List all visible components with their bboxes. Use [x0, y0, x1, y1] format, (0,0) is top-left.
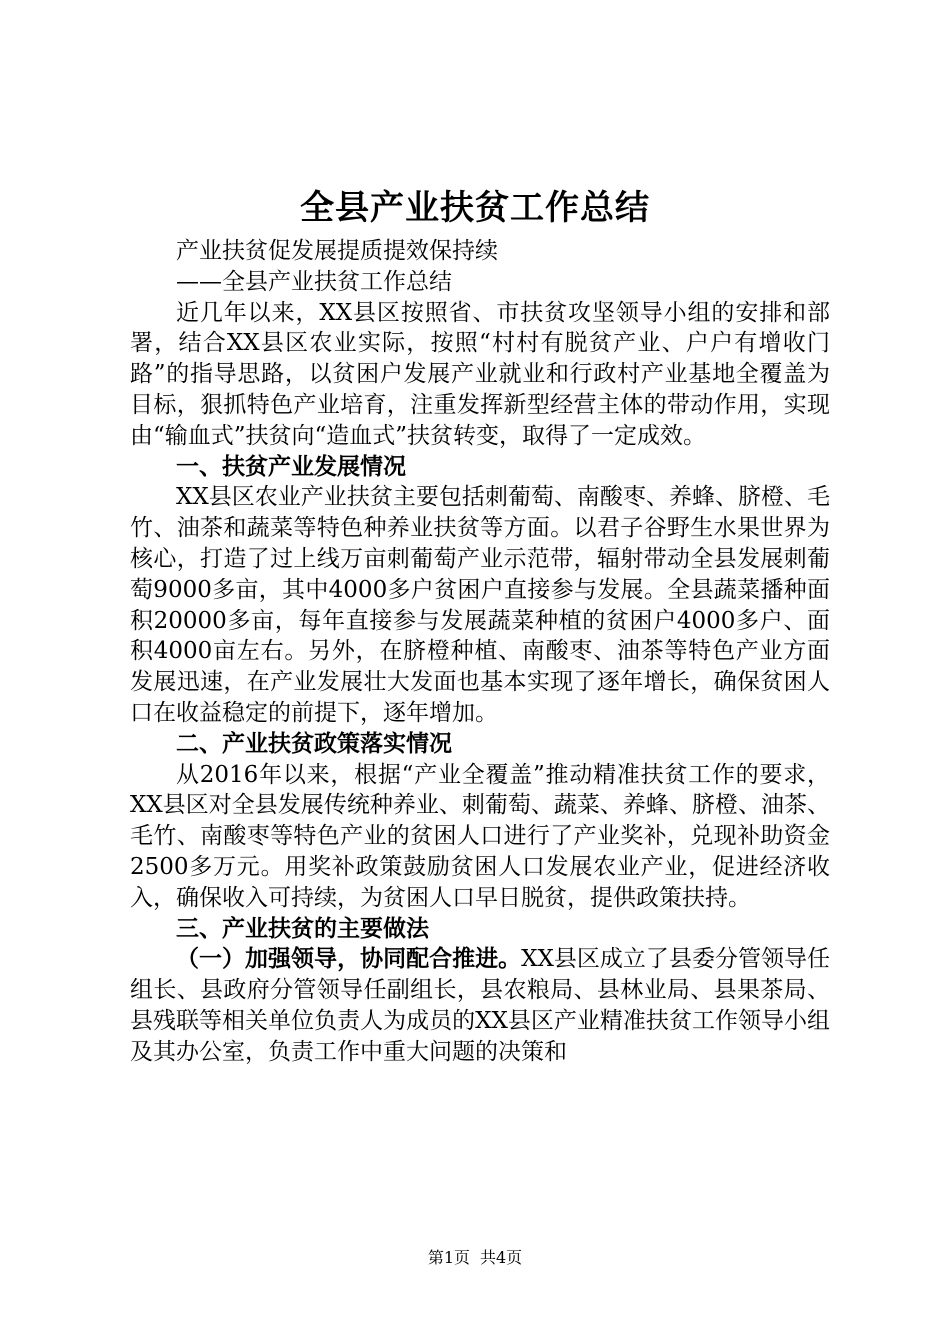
section-3-heading: 三、产业扶贫的主要做法	[176, 915, 429, 942]
subtitle: 产业扶贫促发展提质提效保持续	[176, 238, 498, 264]
section-3-sub-1-lead: （一）加强领导，协同配合推进。	[176, 946, 522, 973]
section-3-sub-1-paragraph	[130, 944, 830, 1067]
page-number: 第1页	[427, 1248, 470, 1267]
section-3-sub-1-body: XX县区成立了县委分管领导任组长、县政府分管领导任副组长，县农粮局、县林业局、县果茶局、县残联等相关单位负责人为成员的XX县区产业精准扶贫工作领导小组及其办公室，负责工作中重大问题的决策和	[130, 946, 830, 1065]
intro-paragraph: 近几年以来，XX县区按照省、市扶贫攻坚领导小组的安排和部署，结合XX县区农业实际，按照“村村有脱贫产业、户户有增收门路”的指导思路，以贫困户发展产业就业和行政村产业基地全覆盖为目标，狠抓特色产业培育，注重发挥新型经营主体的带动作用，实现由“输血式”扶贫向“造血式”扶贫转变，取得了一定成效。	[130, 299, 830, 449]
document-title: 全县产业扶贫工作总结	[300, 188, 650, 228]
document-body	[130, 236, 830, 1068]
page-total: 共4页	[480, 1248, 523, 1267]
page-footer	[0, 1248, 950, 1268]
section-2-heading: 二、产业扶贫政策落实情况	[176, 730, 452, 757]
section-1-paragraph: XX县区农业产业扶贫主要包括刺葡萄、南酸枣、养蜂、脐橙、毛竹、油茶和蔬菜等特色种养业扶贫等方面。以君子谷野生水果世界为核心，打造了过上线万亩刺葡萄产业示范带，辐射带动全县发展刺葡萄9000多亩，其中4000多户贫困户直接参与发展。全县蔬菜播种面积20000多亩，每年直接参与发展蔬菜种植的贫困户4000多户、面积4000亩左右。另外，在脐橙种植、南酸枣、油茶等特色产业方面发展迅速，在产业发展壮大发面也基本实现了逐年增长，确保贫困人口在收益稳定的前提下，逐年增加。	[130, 484, 830, 726]
section-2-paragraph: 从2016年以来，根据“产业全覆盖”推动精准扶贫工作的要求，XX县区对全县发展传统种养业、刺葡萄、蔬菜、养蜂、脐橙、油茶、毛竹、南酸枣等特色产业的贫困人口进行了产业奖补，兑现补助资金2500多万元。用奖补政策鼓励贫困人口发展农业产业，促进经济收入，确保收入可持续，为贫困人口早日脱贫，提供政策扶持。	[130, 761, 830, 911]
section-1-heading: 一、扶贫产业发展情况	[176, 453, 406, 480]
subtitle-secondary: ——全县产业扶贫工作总结	[176, 268, 452, 295]
